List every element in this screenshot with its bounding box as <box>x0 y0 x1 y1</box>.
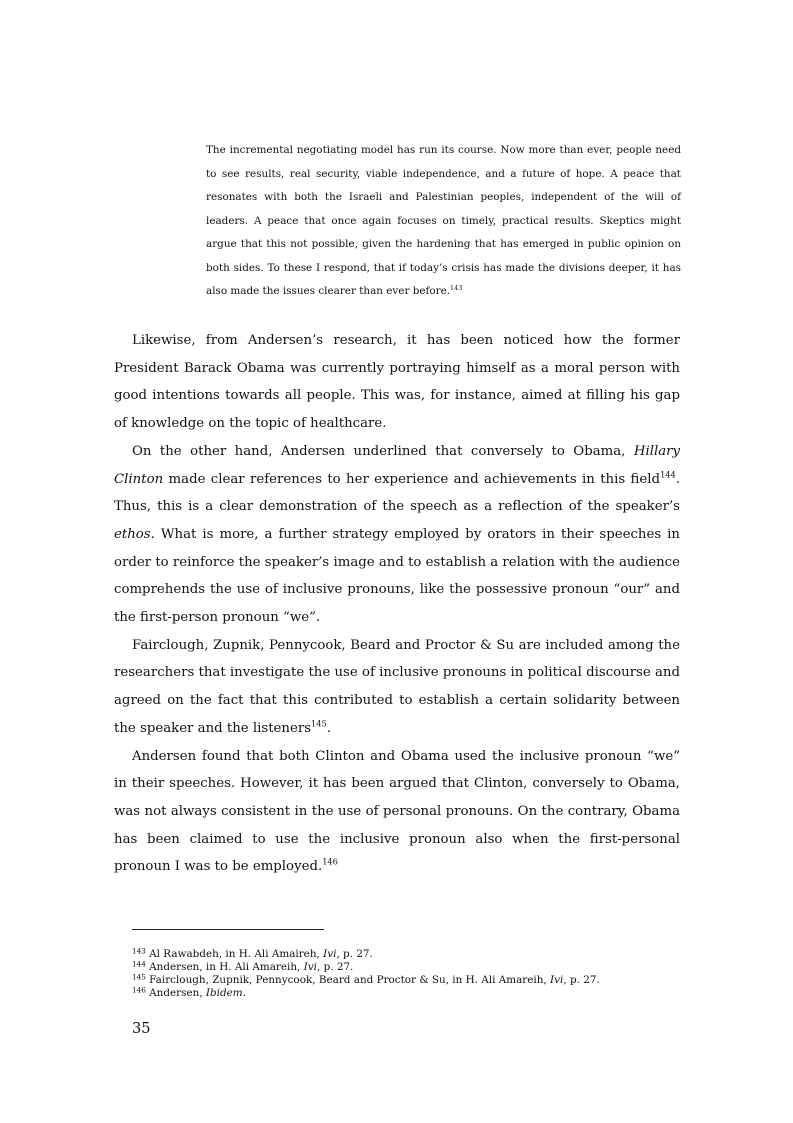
footnote-italic: Ivi <box>550 973 564 986</box>
footnote-italic: Ivi <box>323 948 337 960</box>
footnote-146 <box>132 987 692 1000</box>
paragraph-4 <box>114 743 680 882</box>
paragraph-3-text-b: . <box>326 720 331 736</box>
paragraph-3-text-a: Fairclough, Zupnik, Pennycook, Beard and Proctor & Su are included among the researchers that investigate the use of inclusive pronouns in political discourse and agreed on the fact that this contributed to establish a certain solidarity between the speaker and the listeners <box>114 637 680 736</box>
footnote-text: Andersen, in H. Ali Amareih, <box>145 960 304 973</box>
paragraph-2-text-d: What is more, a further strategy employed by orators in their speeches in order to reinforce the speaker’s image and to establish a relation with the audience comprehends the use of inclusive pronouns, like the possessive pronoun “our” and the first-person pronoun “we <box>114 526 680 626</box>
paragraph-2-text-b: made clear references to her experience and achievements in this field <box>168 471 661 487</box>
hillary-clinton-name: Hillary Clinton <box>114 443 680 487</box>
footnote-143 <box>132 948 692 961</box>
footnote-separator <box>132 929 324 930</box>
footnote-ref-143[interactable]: 143 <box>450 283 463 292</box>
footnote-ref-144[interactable]: 144 <box>660 469 676 480</box>
footnote-text-end: , p. 27. <box>316 960 354 973</box>
paragraph-2-text-a: On the other hand, Andersen underlined that conversely to Obama, <box>132 443 626 459</box>
footnote-text-end: , p. 27. <box>563 973 600 986</box>
footnote-italic: Ibidem <box>205 986 243 999</box>
paragraph-4-text: Andersen found that both Clinton and Obama used the inclusive pronoun “we” in their speeches. However, it has been argued that Clinton, conversely to Obama, was not always consistent in the use of personal pronouns. On the contrary, Obama has been claimed to use the inclusive pronoun also when the first-personal pronoun I was to be employed. <box>114 748 680 875</box>
footnote-text: Fairclough, Zupnik, Pennycook, Beard and Proctor & Su, in H. Ali Amareih, <box>145 973 551 986</box>
paragraph-1-text: Likewise, from Andersen’s research, it has been noticed how the former President Barack Obama was currently portraying himself as a moral person with good intentions towards all people. This was, for instance, aimed at filling his gap of knowledge on the topic of healthcare. <box>114 333 680 432</box>
paragraph-1 <box>114 327 680 438</box>
footnote-text-end: . <box>242 986 246 999</box>
paragraph-2-closing-quote: ”. <box>309 610 321 626</box>
footnote-ref-146[interactable]: 146 <box>322 857 338 867</box>
footnote-text: Andersen, <box>145 986 206 999</box>
footnote-144 <box>132 961 692 974</box>
footnote-text: Al Rawabdeh, in H. Ali Amaireh, <box>145 948 324 960</box>
paragraph-3 <box>114 632 680 743</box>
footnote-italic: Ivi <box>303 960 317 973</box>
footnotes <box>132 948 692 1000</box>
footnote-ref-145[interactable]: 145 <box>311 718 327 729</box>
body-text <box>114 327 680 881</box>
page-number: 35 <box>132 1020 151 1037</box>
footnote-145 <box>132 974 692 987</box>
ethos-term: ethos. <box>114 526 155 542</box>
footnote-number: 144 <box>132 959 146 969</box>
quote-text: The incremental negotiating model has run its course. Now more than ever, people need to see results, real security, viable independence, and a future of hope. A peace that resonates with both the Israeli and Palestinian peoples, independent of the will of leaders. A peace that once again focuses on timely, practical results. Skeptics might argue that this not possible, given the hardening that has emerged in public opinion on both sides. To these I respond, that if today’s crisis has made the divisions deeper, it has also made the issues clearer than ever before. <box>206 144 681 297</box>
paragraph-2-text-c: . Thus, this is a clear demonstration of the speech as a reflection of the speaker’s <box>114 471 681 515</box>
footnote-number: 143 <box>132 946 146 956</box>
footnote-number: 145 <box>132 972 146 982</box>
footnote-text-end: , p. 27. <box>336 948 373 960</box>
block-quote <box>206 139 681 304</box>
paragraph-2 <box>114 438 680 632</box>
footnote-number: 146 <box>132 985 146 995</box>
